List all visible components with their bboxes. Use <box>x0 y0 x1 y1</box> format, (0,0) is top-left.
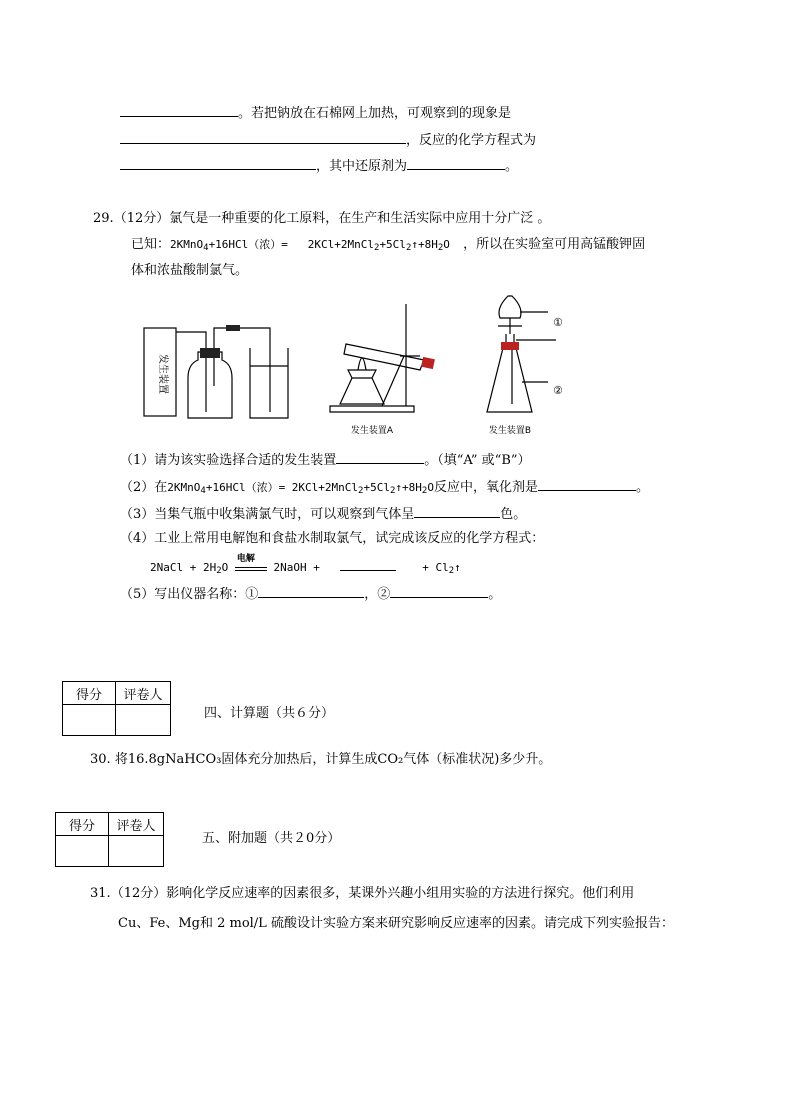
q29-sub3 <box>120 505 526 523</box>
q29-sub5 <box>120 585 501 603</box>
electrolysis-equation: 2NaCl + $2H_2O$ 电解 2NaOH + + $Cl_2↑$ <box>150 558 461 576</box>
q28-line1-text: 。若把钠放在石棉网上加热，可观察到的现象是 <box>238 106 512 121</box>
section5-title: 五、附加题（共２0分） <box>202 831 341 846</box>
sub2-prefix: （2）在 <box>120 480 168 495</box>
label-apparatus-a: 发生装置A <box>350 426 394 436</box>
question-number: 31. <box>90 886 111 901</box>
sub5-end: 。 <box>488 587 502 602</box>
label-apparatus-b: 发生装置B <box>488 426 532 436</box>
label-generator: 发生装置 <box>157 354 168 394</box>
known-tail: ，所以在实验室可用高锰酸钾固 <box>463 237 646 252</box>
sub2-equation: 2KMnO$_4$+16HCl（浓）= $2KCl+2MnCl_2+5Cl_2↑+8H_2O$ <box>167 481 434 496</box>
question-points: （12分） <box>113 211 170 226</box>
answer-blank[interactable] <box>340 558 396 571</box>
known-equation: 2KMnO$_4$+16HCl（浓）= $2KCl+2MnCl_2+5Cl_2↑+8H_2O$ <box>170 238 464 253</box>
score-header: 得分 <box>56 813 109 836</box>
q28-line2 <box>120 131 536 149</box>
q29-sub2 <box>120 478 649 496</box>
question-number: 29. <box>93 211 114 226</box>
answer-blank[interactable] <box>407 157 505 170</box>
section4-title: 四、计算题（共６分） <box>204 706 335 721</box>
score-cell[interactable] <box>63 705 116 736</box>
answer-blank[interactable] <box>258 585 364 598</box>
q29-known <box>131 237 645 253</box>
label-mark-1: ① <box>553 316 563 329</box>
sub1-suffix: 。（填“A” 或“B”） <box>424 453 531 468</box>
apparatus-figure <box>0 286 790 446</box>
q31-line2: Cu、Fe、Mg和 2 mol/L 硫酸设计实验方案来研究影响反应速率的因素。请完成下列实验报告： <box>118 916 674 931</box>
score-box-section4 <box>62 681 171 736</box>
answer-blank[interactable] <box>120 104 238 117</box>
known-label: 已知： <box>131 237 171 252</box>
q28-line3 <box>120 157 518 175</box>
q29-header <box>93 211 550 227</box>
answer-blank[interactable] <box>120 131 406 144</box>
q28-line3-end: 。 <box>505 159 519 174</box>
answer-blank[interactable] <box>390 585 488 598</box>
score-box-section5 <box>55 812 164 867</box>
q30 <box>90 752 551 768</box>
score-cell[interactable] <box>56 836 109 867</box>
q31-line1 <box>90 886 634 902</box>
sub2-end: 。 <box>635 480 649 495</box>
electrolysis-condition <box>235 554 267 575</box>
q29-sub1 <box>120 451 531 469</box>
sub5-mid: ，② <box>364 587 391 602</box>
sub3-suffix: 色。 <box>500 507 527 522</box>
question-points: （12分） <box>110 886 167 901</box>
answer-blank[interactable] <box>120 157 316 170</box>
score-header: 得分 <box>63 682 116 705</box>
q29-intro: 氯气是一种重要的化工原料，在生产和生活实际中应用十分广泛 。 <box>169 211 551 226</box>
q28-line3-text: ，其中还原剂为 <box>316 159 408 174</box>
q30-text: 将16.8gNaHCO₃固体充分加热后，计算生成CO₂气体（标准状况)多少升。 <box>114 752 552 767</box>
sub1-prefix: （1）请为该实验选择合适的发生装置 <box>120 453 337 468</box>
q31-line1-text: 影响化学反应速率的因素很多，某课外兴趣小组用实验的方法进行探究。他们利用 <box>166 886 635 901</box>
answer-blank[interactable] <box>336 451 424 464</box>
sub5-prefix: （5）写出仪器名称：① <box>120 587 259 602</box>
q29-sub4: （4）工业上常用电解饱和食盐水制取氯气，试完成该反应的化学方程式： <box>120 531 545 546</box>
grader-cell[interactable] <box>109 836 164 867</box>
sub2-mid: 反应中，氧化剂是 <box>433 480 538 495</box>
grader-cell[interactable] <box>116 705 171 736</box>
q28-line2-text: ，反应的化学方程式为 <box>406 133 537 148</box>
q28-line1 <box>120 104 511 122</box>
q29-known-line2: 体和浓盐酸制氯气。 <box>131 263 249 278</box>
electrolysis-label: 电解 <box>236 554 255 564</box>
answer-blank[interactable] <box>414 505 500 518</box>
answer-blank[interactable] <box>538 478 636 491</box>
label-mark-2: ② <box>553 384 563 397</box>
question-number: 30. <box>90 752 111 767</box>
grader-header: 评卷人 <box>109 813 164 836</box>
grader-header: 评卷人 <box>116 682 171 705</box>
sub3-prefix: （3）当集气瓶中收集满氯气时，可以观察到气体呈 <box>120 507 415 522</box>
